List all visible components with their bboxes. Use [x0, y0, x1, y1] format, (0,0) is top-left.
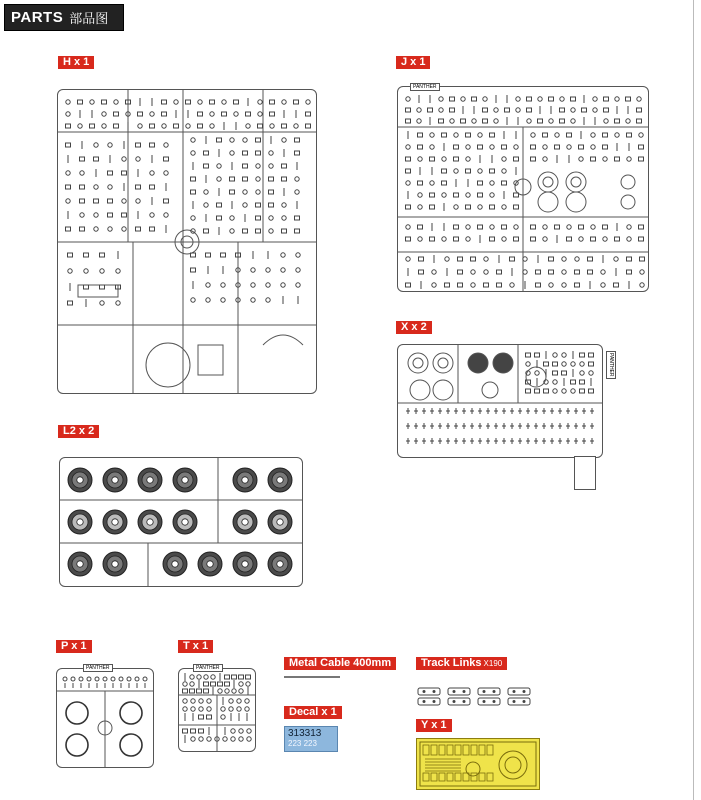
- page-title: [4, 4, 124, 31]
- decal-line-1: 313313: [288, 728, 322, 739]
- sprue-j-label: J x 1: [396, 56, 430, 69]
- sprue-j-plate: PANTHER: [410, 83, 440, 91]
- metal-cable-label: Metal Cable 400mm: [284, 657, 396, 670]
- sprue-h-drawing: [58, 90, 316, 393]
- title-english: PARTS: [11, 9, 64, 26]
- sprue-p-label: P x 1: [56, 640, 92, 653]
- photo-etch-label: Y x 1: [416, 719, 452, 732]
- sprue-l2: [59, 457, 303, 587]
- sprue-x-label: X x 2: [396, 321, 432, 334]
- track-links-qty: X190: [483, 659, 503, 668]
- sprue-l2-drawing: [60, 458, 302, 586]
- photo-etch-drawing: [417, 739, 539, 789]
- sprue-x-drawing: [398, 345, 602, 457]
- decal-label: Decal x 1: [284, 706, 342, 719]
- sprue-h: [57, 89, 317, 394]
- track-links-name: Track Links: [421, 657, 482, 669]
- sprue-t-plate: PANTHER: [193, 664, 223, 672]
- sprue-p: [56, 665, 154, 768]
- sprue-h-label: H x 1: [58, 56, 94, 69]
- title-chinese: 部品图: [69, 12, 109, 27]
- sprue-t-label: T x 1: [178, 640, 213, 653]
- decal-line-2: 223 223: [288, 739, 317, 748]
- sprue-l2-label: L2 x 2: [58, 425, 99, 438]
- sprue-x-tab: [574, 456, 596, 490]
- sprue-j: [397, 86, 649, 292]
- sprue-t: [178, 665, 256, 752]
- track-links-label: [416, 657, 507, 670]
- metal-cable: [284, 676, 340, 678]
- sprue-x: [397, 344, 614, 458]
- sprue-p-drawing: [57, 669, 153, 767]
- page-border: [693, 0, 694, 800]
- photo-etch-fret: [416, 738, 540, 790]
- track-links: [416, 686, 532, 708]
- sprue-j-drawing: [398, 87, 648, 291]
- sprue-p-plate: PANTHER: [83, 664, 113, 672]
- sprue-x-plate: PANTHER: [608, 353, 614, 377]
- decal-sheet: [284, 726, 338, 752]
- sprue-t-drawing: [179, 669, 255, 751]
